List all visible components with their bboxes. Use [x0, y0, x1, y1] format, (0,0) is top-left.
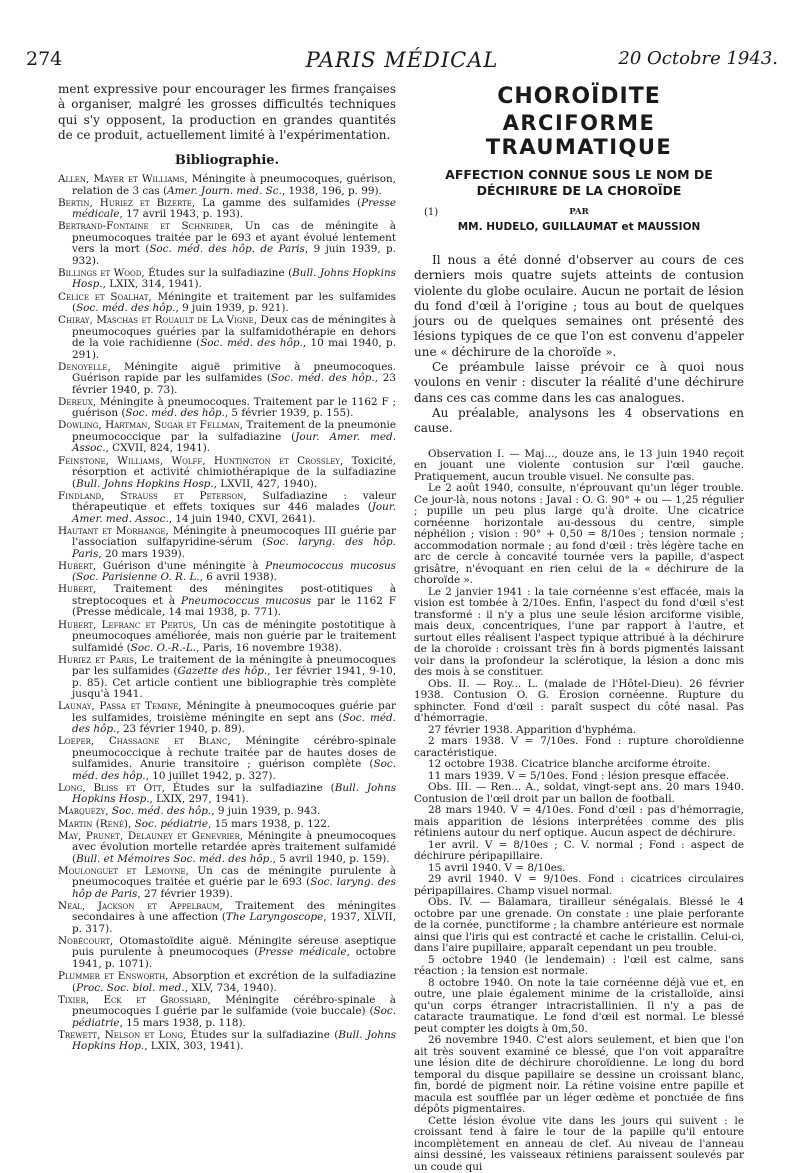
reference-source: Soc. méd. des hôp. de Paris	[149, 243, 305, 256]
reference-authors: Neal, Jackson et Appelbaum,	[58, 899, 223, 912]
bibliography-list	[58, 174, 396, 1053]
intro-paragraph: Au préalable, analysons les 4 observations en cause.	[414, 405, 744, 436]
reference-tail: , 20 mars 1939).	[98, 547, 185, 560]
reference-authors: Moulonguet et Lemoyne,	[58, 864, 189, 877]
reference-authors: Plummer et Ensworth,	[58, 970, 169, 983]
observation-paragraph: 26 novembre 1940. C'est alors seulement, et bien que l'on ait très souvent examiné ce blessé, que l'on voit apparaître une lésion dite de déchirure choroïdienne. Le long du bord temporal du disque papillaire se dessine un croissant blanc, fin, bordé de pigment noir. La rétine voisine entre papille et macula est soufflée par un léger œdème et ponctuée de fins dépôts pigmentaires.	[414, 1034, 744, 1116]
reference-tail: , LXIX, 314, 1941).	[102, 278, 202, 291]
reference-text: Le traitement de la méningite à pneumocoques par les sulfamides (	[72, 653, 396, 678]
reference-tail: , 5 avril 1940, p. 159).	[272, 852, 390, 865]
bibliography-title: Bibliographie.	[174, 153, 280, 169]
observation-paragraph: 8 octobre 1940. On note la taie cornéenne déjà vue et, en outre, une plaie également minime de la cristalloïde, ainsi qu'un corps étranger intracristallinien. Il n'y a pas de cataracte traumatique. Le fond d'œil est normal. Le blessé peut compter les doigts à 0m,50.	[414, 976, 744, 1035]
reference-text: Études sur la sulfadiazine (	[186, 1028, 339, 1041]
reference-authors: Bertrand-Fontaine et Schneider,	[58, 220, 234, 233]
reference-tail: , Paris, 16 novembre 1938).	[196, 641, 342, 654]
reference-tail: , LXIX, 297, 1941).	[149, 793, 249, 806]
reference-item	[58, 584, 396, 619]
reference-item	[58, 819, 396, 831]
reference-authors: Nobécourt,	[58, 934, 114, 947]
observation-paragraph: 29 avril 1940. V = 9/10es. Fond : cicatrices circulaires péripapillaires. Champ visuel normal.	[414, 873, 744, 897]
reference-tail: , 9 juin 1939, p. 932).	[72, 243, 396, 267]
reference-text: Un cas de méningite postotitique à pneumocoques améliorée, mais non guérie par le traitement sulfamidé (	[72, 618, 396, 654]
reference-authors: Feinstone, Williams, Wolff, Huntington et Crossley,	[58, 454, 344, 467]
reference-tail: , 1er février 1941, 9-10, p. 85). Cet article contient une bibliographie très complète jusqu'à 1941.	[72, 665, 397, 701]
running-header	[26, 48, 778, 78]
reference-source: Amer. Journ. med. Sc.	[167, 184, 282, 197]
reference-tail: , 6 avril 1938).	[199, 571, 277, 584]
observation-paragraph: 27 février 1938. Apparition d'hyphéma.	[428, 723, 637, 736]
reference-tail: , 9 juin 1939, p. 943.	[211, 805, 321, 818]
reference-source: Soc. méd. des hôp.	[72, 758, 396, 782]
reference-authors: Allen, Mayer et Williams,	[58, 173, 188, 186]
reference-text: Deux cas de méningites à pneumocoques guéries par la sulfamidothérapie en dehors de la voie rachidienne (	[72, 314, 396, 350]
reference-authors: Billings et Wood,	[58, 266, 145, 279]
reference-source: Soc. pédiatrie	[72, 1005, 396, 1029]
reference-authors: Hautant et Morhange,	[58, 524, 169, 537]
reference-tail: , 15 mars 1938, p. 122.	[208, 817, 331, 830]
observation-paragraph: Le 2 janvier 1941 : la taie cornéenne s'est effacée, mais la vision est tombée à 2/10es. Enfin, l'aspect du fond d'œil s'est transformé : il n'y a plus une seule lésion arciforme visible, mais deux, concentriques, l'une par rapport à l'autre, et surtout elles réalisent l'aspect typique attribué à la déchirure de la choroïde : croissant très fin à bords pigmentés laissant voir dans la profondeur la sclérotique, la lésion a donc mis des mois à se constituer.	[414, 585, 744, 679]
footnote-row	[414, 207, 744, 217]
reference-authors: Tixier, Eck et Grossiard,	[58, 993, 211, 1006]
reference-authors: Huriez et Paris,	[58, 653, 138, 666]
reference-source: Soc. O.-R.-L.	[130, 641, 197, 654]
reference-text: Méningite à pneumocoques, guérison, relation de 3 cas (	[72, 173, 396, 197]
reference-tail: , LXIX, 303, 1941).	[144, 1040, 244, 1053]
right-column	[414, 82, 744, 1173]
reference-item	[58, 995, 396, 1030]
observation-paragraph: 2 mars 1938. V = 7/10es. Fond : rupture choroïdienne caractéristique.	[414, 735, 744, 759]
reference-source: Soc. pédiatrie	[134, 817, 208, 830]
reference-text: Méningite aiguë primitive à pneumocoques. Guérison rapide par les sulfamides (	[72, 360, 396, 385]
observation-paragraph: 11 mars 1939. V = 5/10es. Fond : lésion presque effacée.	[428, 769, 730, 782]
reference-tail: , 27 février 1939).	[137, 887, 233, 900]
reference-item	[58, 866, 396, 901]
reference-item	[58, 292, 396, 315]
reference-text: Traitement des méningites secondaires à une affection (	[72, 899, 396, 924]
reference-source: Soc. méd. des hôp.	[270, 372, 375, 385]
par-label: PAR	[569, 207, 589, 217]
reference-item	[58, 901, 396, 936]
reference-text: Études sur la sulfadiazine (	[164, 781, 335, 794]
reference-item	[58, 806, 396, 818]
reference-authors: Denoyelle,	[58, 360, 111, 373]
article-subtitle: AFFECTION CONNUE SOUS LE NOM DE DÉCHIRURE DE LA CHOROÏDE	[445, 167, 713, 198]
reference-text: Méningite cérébro-spinale à pneumocoques I guérie par le sulfamide (voie buccale) (	[72, 993, 396, 1018]
reference-tail: , XLV, 734, 1940).	[184, 981, 277, 994]
reference-text: Sulfadiazine : valeur thérapeutique et effets toxiques sur 446 malades (	[72, 489, 396, 514]
reference-item	[58, 936, 396, 971]
reference-source: Bull. Johns Hopkins Hosp.	[72, 266, 396, 291]
reference-source: Pneumococcus mucosus	[180, 594, 312, 607]
reference-source: Pneumococcus mucosus (Soc. Parisienne O. R. L.	[72, 559, 396, 584]
reference-source: Jour. Amer. med. Assoc.	[72, 430, 396, 455]
reference-tail: , 1937, XLVII, p. 317).	[72, 911, 396, 935]
article-authors: MM. HUDELO, GUILLAUMAT et MAUSSION	[457, 221, 701, 233]
reference-item	[58, 420, 396, 455]
observation-paragraph: Obs. III. — Ren... A., soldat, vingt-sept ans. 20 mars 1940. Contusion de l'œil droit par un ballon de football.	[414, 781, 744, 805]
reference-tail: , octobre 1941, p. 1071).	[72, 946, 396, 970]
reference-authors: Trewett, Nelson et Long,	[58, 1028, 187, 1041]
reference-authors: Dereux,	[58, 395, 97, 408]
reference-text: Toxicité, résorption et activité chimiothérapique de la sulfadiazine (	[72, 454, 396, 490]
reference-item	[58, 362, 396, 397]
reference-source: Presse médicale	[72, 196, 396, 221]
reference-source: Soc. laryng. des hôp. Paris	[72, 536, 396, 560]
observation-paragraph: 28 mars 1940. V = 4/10es. Fond d'œil : pas d'hémorragie, mais apparition de lésions interprétées comme des plis rétiniens autour du nerf optique. Aucun aspect de déchirure.	[414, 804, 744, 840]
reference-item	[58, 701, 396, 736]
reference-source: Soc. laryng. des hôp de Paris	[72, 876, 396, 900]
reference-text: Traitement de la pneumonie pneumococcique par la sulfadiazine (	[72, 419, 396, 443]
intro-paragraph: Il nous a été donné d'observer au cours de ces derniers mois quatre sujets atteints de contusion violente du globe oculaire. Aucun ne portait de lésion du fond d'œil à l'origine ; tous au bout de quelques jours ou de quelques semaines ont présenté des lésions typiques de ce que l'on est convenu d'appeler une « déchirure de la choroïde ».	[414, 253, 744, 359]
reference-text: Méningite cérébro-spinale pneumococcique à rechute traitée par de hautes doses de sulfamides. Anurie transitoire ; guérison complète (	[72, 735, 396, 771]
reference-authors: Long, Bliss et Ott,	[58, 781, 165, 794]
reference-source: Bull. et Mémoires Soc. méd. des hôp.	[76, 852, 273, 865]
reference-text: Méningite à pneumocoques III guérie par l'association sulfapyridine-sérum (	[72, 524, 396, 549]
reference-authors: Chiray, Maschas et Rouault de La Vigne,	[58, 314, 258, 327]
reference-authors: Celice et Soalhat,	[58, 290, 152, 303]
reference-text: Absorption et excrétion de la sulfadiazine (	[72, 970, 397, 994]
observation-paragraph: 12 octobre 1938. Cicatrice blanche arciforme étroite.	[428, 758, 711, 771]
reference-authors: Hubert,	[58, 583, 97, 596]
observation-paragraph: Obs. IV. — Balamara, tirailleur sénégalais. Blessé le 4 octobre par une grenade. On constate : une plaie perforante de la cornée, punctiforme ; la chambre antérieure est normale ainsi que l'iris qui est contracté et cache le cristallin. Celui-ci, dans l'aire pupillaire, apparaît cependant un peu trouble.	[414, 896, 744, 955]
reference-source: Soc. méd. des hôp.	[200, 337, 303, 350]
reference-authors: May, Prunet, Delauney et Genevrier,	[58, 829, 244, 842]
reference-text: Méningite à pneumocoques avec évolution mortelle retardée après traitement sulfamidé (	[72, 829, 396, 865]
reference-item	[58, 831, 396, 866]
reference-source: Bull. Johns Hopkins Hop.	[72, 1028, 397, 1053]
reference-authors: Hubert, Lefranc et Pertus,	[58, 618, 197, 631]
reference-authors: Dowling, Hartman, Sugar et Fellman,	[58, 419, 243, 432]
reference-authors: Findland, Strauss et Peterson,	[58, 489, 247, 502]
reference-tail: , 9 juin 1939, p. 921).	[175, 302, 289, 315]
reference-item	[58, 971, 396, 994]
reference-tail: , 23 février 1940, p. 89).	[116, 723, 245, 736]
reference-tail: , 15 mars 1938, p. 118).	[119, 1016, 246, 1029]
reference-item	[58, 561, 396, 584]
reference-item	[58, 655, 396, 701]
reference-item	[58, 526, 396, 561]
observation-paragraph: Le 2 août 1940, consulte, n'éprouvant qu'un léger trouble. Ce jour-là, nous notons : Javal : O. G. 90° + ou — 1,25 régulier ; pupille un peu plus large qu'à droite. Une cicatrice cornéenne horizontale au-dessous du centre, simple néphélion ; vision : 90° + 0,50 = 8/10es ; tension normale ; accommodation normale ; au fond d'œil : très légère tache en arc de cercle à concavité tournée vers la papille, d'aspect grisâtre, n'évoquant en rien celui de la « déchirure de la choroïde ».	[414, 482, 744, 587]
reference-tail: , 14 juin 1940, CXVI, 2641).	[168, 512, 316, 525]
reference-source: Soc. méd. des hôp.	[76, 302, 176, 315]
reference-text: Guérison d'une méningite à	[96, 559, 266, 572]
lead-paragraph: ment expressive pour encourager les firmes françaises à organiser, malgré les grosses difficultés techniques qui s'y opposent, la production en grandes quantités de ce produit, actuellement limité à l'expérimentation.	[58, 82, 396, 142]
observation-paragraph: Observation I. — Maj..., douze ans, le 13 juin 1940 reçoit en jouant une violente contusion sur l'œil gauche. Pratiquement, aucun trouble visuel. Ne consulte pas.	[414, 447, 744, 483]
reference-item	[58, 456, 396, 491]
reference-source: Presse médicale	[258, 946, 347, 959]
footnote-mark: (1)	[424, 207, 439, 218]
reference-text: Otomastoïdite aiguë. Méningite séreuse aseptique puis purulente à pneumocoques (	[72, 934, 396, 959]
reference-authors: Launay, Passa et Temine,	[58, 700, 182, 713]
left-column	[58, 82, 396, 1122]
issue-date: 20 Octobre 1943.	[618, 48, 778, 69]
reference-text: Traitement des méningites post-otitiques à streptocoques et à	[72, 583, 396, 607]
reference-source: Soc. méd. des hôp.	[111, 805, 212, 818]
reference-text: Méningite à pneumocoques guérie par les sulfamides, troisième méningite en sept ans (	[72, 700, 396, 724]
observation-paragraph: 1er avril. V = 8/10es ; C. V. normal ; Fond : aspect de déchirure péripapillaire.	[414, 838, 744, 863]
reference-source: Bull. Johns Hopkins Hosp.	[72, 781, 397, 806]
reference-tail: , LXVII, 427, 1940).	[213, 477, 318, 490]
reference-tail: , 23 février 1940, p. 73).	[72, 372, 396, 396]
reference-item	[58, 198, 396, 221]
article-title-line2: ARCIFORME TRAUMATIQUE	[485, 111, 673, 159]
reference-text: Méningite à pneumocoques. Traitement par le 1162 F ; guérison (	[72, 395, 396, 420]
reference-item	[58, 268, 396, 291]
reference-authors: Martin (René),	[58, 817, 132, 830]
intro-paragraph: Ce préambule laisse prévoir ce à quoi nous voulons en venir : discuter la réalité d'une déchirure dans ces cas comme dans les cas analogues.	[414, 360, 744, 405]
intro-section	[414, 253, 744, 437]
reference-text: Un cas de méningite purulente à pneumocoques traitée et guérie par le 693 (	[72, 864, 396, 889]
article-title-line1: CHOROÏDITE	[497, 84, 661, 109]
reference-source: Bull. Johns Hopkins Hosp.	[76, 477, 214, 490]
reference-item	[58, 491, 396, 526]
reference-source: Soc. méd. des hôp.	[72, 711, 396, 736]
reference-source: Gazette des hôp.	[177, 665, 268, 678]
reference-text: Un cas de méningite à pneumocoques traitée par le 693 et ayant évolué lentement vers la mort (	[72, 220, 396, 256]
page-number: 274	[26, 48, 63, 70]
reference-authors: Bertin, Huriez et Bizerte,	[58, 196, 196, 209]
reference-item	[58, 397, 396, 420]
reference-source: Soc. méd. des hôp.	[125, 407, 225, 420]
reference-tail: , 17 avril 1943, p. 193).	[119, 208, 244, 221]
reference-tail: , 1938, 196, p. 99).	[281, 184, 382, 197]
journal-title: PARIS MÉDICAL	[305, 48, 499, 72]
observation-paragraph: 15 avril 1940. V = 8/10es.	[428, 861, 566, 874]
reference-authors: Marquezy,	[58, 805, 109, 818]
reference-text: Études sur la sulfadiazine (	[144, 266, 293, 279]
reference-source: Proc. Soc. biol. med.	[76, 981, 185, 994]
reference-text: La gamme des sulfamides (	[195, 196, 362, 209]
reference-item	[58, 221, 396, 267]
reference-item	[58, 783, 396, 806]
reference-source: The Laryngoscope	[225, 911, 324, 924]
reference-tail: , 5 février 1939, p. 155).	[224, 407, 354, 420]
observation-paragraph: 5 octobre 1940 (le lendemain) : l'œil est calme, sans réaction ; la tension est normale.	[414, 953, 744, 978]
reference-tail: , CXVII, 824, 1941).	[105, 442, 211, 455]
reference-authors: Loeper, Chassagne et Blanc,	[58, 735, 231, 748]
observation-paragraph: Obs. II. — Roy... L. (malade de l'Hôtel-Dieu). 26 février 1938. Contusion O. G. Érosion cornéenne. Rupture du sphincter. Fond d'œil : paraît suspect du côté nasal. Pas d'hémorragie.	[414, 677, 744, 725]
reference-item	[58, 174, 396, 197]
reference-item	[58, 620, 396, 655]
reference-tail: , 10 mai 1940, p. 291).	[72, 337, 396, 361]
reference-tail: par le 1162 F (Presse médicale, 14 mai 1938, p. 771).	[72, 594, 396, 619]
observation-paragraph: Cette lésion évolue vite dans les jours qui suivent : le croissant tend à faire le tour de la papille qu'il entoure incomplètement en anneau de clef. Au niveau de l'anneau ainsi dessiné, les vaisseaux rétiniens paraissent soulevés par un coude qui	[414, 1114, 744, 1173]
reference-tail: , 10 juillet 1942, p. 327).	[145, 769, 276, 782]
reference-text: Méningite et traitement par les sulfamides (	[72, 290, 396, 315]
reference-authors: Hubert,	[58, 559, 97, 572]
reference-source: Jour. Amer. med. Assoc.	[72, 501, 396, 525]
reference-item	[58, 315, 396, 361]
reference-item	[58, 736, 396, 782]
reference-item	[58, 1030, 396, 1053]
observations-section	[414, 449, 744, 1173]
